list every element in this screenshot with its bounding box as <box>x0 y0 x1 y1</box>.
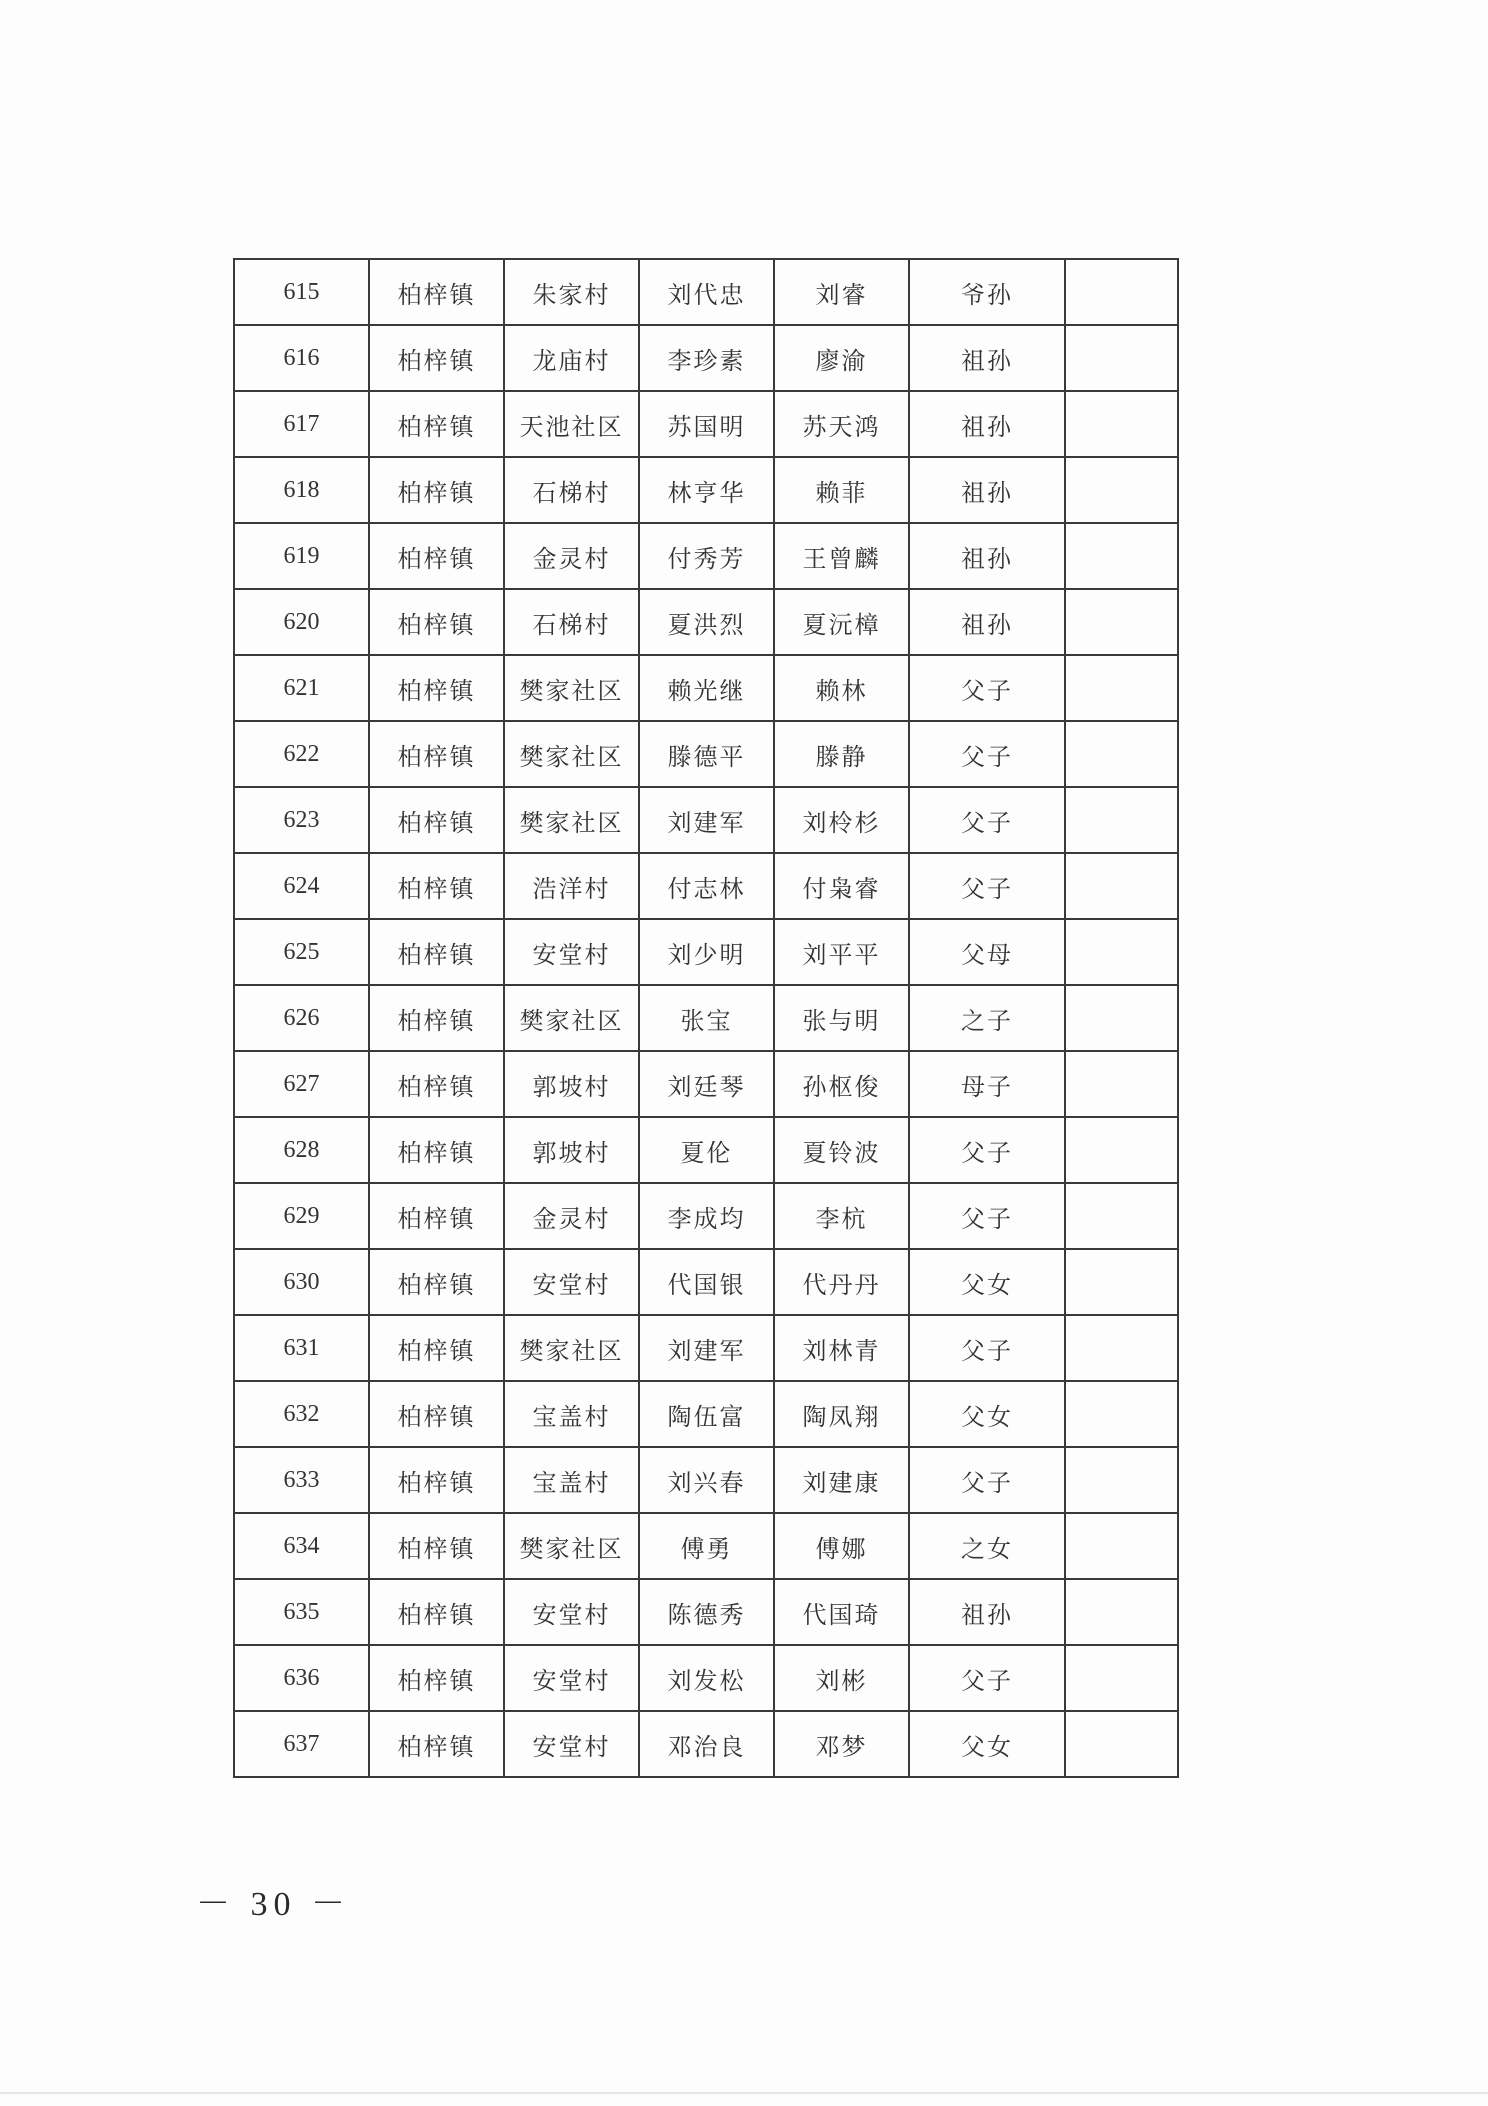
table-row <box>234 1381 1178 1447</box>
cell-extra <box>1065 1249 1178 1315</box>
cell-index: 628 <box>234 1117 369 1183</box>
cell-relative: 李杭 <box>774 1183 909 1249</box>
table-row <box>234 1117 1178 1183</box>
cell-extra <box>1065 391 1178 457</box>
cell-town: 柏梓镇 <box>369 1381 504 1447</box>
cell-town: 柏梓镇 <box>369 655 504 721</box>
cell-person: 林亨华 <box>639 457 774 523</box>
cell-town: 柏梓镇 <box>369 523 504 589</box>
cell-town: 柏梓镇 <box>369 1117 504 1183</box>
cell-person: 刘少明 <box>639 919 774 985</box>
cell-person: 夏洪烈 <box>639 589 774 655</box>
cell-extra <box>1065 721 1178 787</box>
cell-relation: 爷孙 <box>909 259 1065 325</box>
cell-index: 618 <box>234 457 369 523</box>
cell-person: 代国银 <box>639 1249 774 1315</box>
page-number: － 30 － <box>196 1886 351 1923</box>
cell-person: 付志林 <box>639 853 774 919</box>
cell-relative: 刘柃杉 <box>774 787 909 853</box>
cell-person: 李珍素 <box>639 325 774 391</box>
cell-relation: 祖孙 <box>909 325 1065 391</box>
cell-extra <box>1065 1315 1178 1381</box>
cell-relative: 孙枢俊 <box>774 1051 909 1117</box>
cell-town: 柏梓镇 <box>369 1051 504 1117</box>
cell-index: 633 <box>234 1447 369 1513</box>
table-row <box>234 391 1178 457</box>
cell-relation: 父子 <box>909 853 1065 919</box>
cell-index: 626 <box>234 985 369 1051</box>
cell-relation: 父子 <box>909 721 1065 787</box>
cell-relation: 父母 <box>909 919 1065 985</box>
cell-index: 620 <box>234 589 369 655</box>
cell-relative: 赖林 <box>774 655 909 721</box>
cell-extra <box>1065 1579 1178 1645</box>
cell-person: 刘兴春 <box>639 1447 774 1513</box>
cell-person: 滕德平 <box>639 721 774 787</box>
cell-town: 柏梓镇 <box>369 919 504 985</box>
cell-index: 630 <box>234 1249 369 1315</box>
cell-extra <box>1065 325 1178 391</box>
cell-person: 付秀芳 <box>639 523 774 589</box>
table-row <box>234 1711 1178 1777</box>
cell-index: 617 <box>234 391 369 457</box>
cell-relation: 祖孙 <box>909 391 1065 457</box>
cell-village: 安堂村 <box>504 1249 639 1315</box>
cell-relation: 之女 <box>909 1513 1065 1579</box>
records-table-container <box>233 258 1177 1778</box>
cell-extra <box>1065 1051 1178 1117</box>
records-table-body <box>234 259 1178 1777</box>
cell-extra <box>1065 1513 1178 1579</box>
cell-village: 樊家社区 <box>504 655 639 721</box>
cell-village: 樊家社区 <box>504 721 639 787</box>
cell-person: 刘建军 <box>639 787 774 853</box>
cell-relation: 父子 <box>909 1315 1065 1381</box>
cell-relation: 父子 <box>909 655 1065 721</box>
cell-village: 樊家社区 <box>504 985 639 1051</box>
cell-index: 636 <box>234 1645 369 1711</box>
cell-village: 安堂村 <box>504 1579 639 1645</box>
cell-extra <box>1065 655 1178 721</box>
cell-index: 615 <box>234 259 369 325</box>
cell-town: 柏梓镇 <box>369 1711 504 1777</box>
cell-index: 632 <box>234 1381 369 1447</box>
table-row <box>234 457 1178 523</box>
cell-index: 625 <box>234 919 369 985</box>
cell-town: 柏梓镇 <box>369 1315 504 1381</box>
cell-person: 陶伍富 <box>639 1381 774 1447</box>
cell-person: 邓治良 <box>639 1711 774 1777</box>
cell-village: 龙庙村 <box>504 325 639 391</box>
cell-extra <box>1065 853 1178 919</box>
cell-index: 619 <box>234 523 369 589</box>
cell-village: 天池社区 <box>504 391 639 457</box>
cell-relative: 代国琦 <box>774 1579 909 1645</box>
cell-index: 624 <box>234 853 369 919</box>
cell-village: 宝盖村 <box>504 1381 639 1447</box>
cell-person: 刘建军 <box>639 1315 774 1381</box>
bottom-edge-rule <box>0 2092 1488 2094</box>
cell-extra <box>1065 1711 1178 1777</box>
records-table <box>233 258 1179 1778</box>
table-row <box>234 1315 1178 1381</box>
cell-relative: 刘林青 <box>774 1315 909 1381</box>
cell-person: 刘廷琴 <box>639 1051 774 1117</box>
cell-index: 627 <box>234 1051 369 1117</box>
cell-relative: 夏铃波 <box>774 1117 909 1183</box>
table-row <box>234 985 1178 1051</box>
cell-town: 柏梓镇 <box>369 1645 504 1711</box>
cell-town: 柏梓镇 <box>369 985 504 1051</box>
cell-extra <box>1065 985 1178 1051</box>
cell-village: 石梯村 <box>504 457 639 523</box>
table-row <box>234 325 1178 391</box>
cell-town: 柏梓镇 <box>369 1579 504 1645</box>
cell-relative: 陶凤翔 <box>774 1381 909 1447</box>
cell-extra <box>1065 1381 1178 1447</box>
cell-relative: 邓梦 <box>774 1711 909 1777</box>
table-row <box>234 523 1178 589</box>
cell-town: 柏梓镇 <box>369 391 504 457</box>
cell-town: 柏梓镇 <box>369 853 504 919</box>
cell-index: 634 <box>234 1513 369 1579</box>
cell-village: 石梯村 <box>504 589 639 655</box>
cell-town: 柏梓镇 <box>369 1513 504 1579</box>
cell-relative: 傅娜 <box>774 1513 909 1579</box>
cell-person: 李成均 <box>639 1183 774 1249</box>
cell-relation: 母子 <box>909 1051 1065 1117</box>
cell-index: 623 <box>234 787 369 853</box>
table-row <box>234 1645 1178 1711</box>
cell-person: 夏伦 <box>639 1117 774 1183</box>
cell-index: 629 <box>234 1183 369 1249</box>
cell-relation: 父女 <box>909 1711 1065 1777</box>
table-row <box>234 919 1178 985</box>
cell-relative: 付枭睿 <box>774 853 909 919</box>
cell-index: 622 <box>234 721 369 787</box>
cell-extra <box>1065 919 1178 985</box>
cell-extra <box>1065 1183 1178 1249</box>
cell-relation: 之子 <box>909 985 1065 1051</box>
cell-person: 刘代忠 <box>639 259 774 325</box>
cell-village: 金灵村 <box>504 1183 639 1249</box>
cell-person: 傅勇 <box>639 1513 774 1579</box>
cell-village: 宝盖村 <box>504 1447 639 1513</box>
table-row <box>234 787 1178 853</box>
table-row <box>234 721 1178 787</box>
cell-index: 631 <box>234 1315 369 1381</box>
table-row <box>234 589 1178 655</box>
cell-relation: 父子 <box>909 1645 1065 1711</box>
cell-index: 635 <box>234 1579 369 1645</box>
table-row <box>234 1249 1178 1315</box>
cell-relative: 刘建康 <box>774 1447 909 1513</box>
table-row <box>234 1051 1178 1117</box>
cell-relation: 父女 <box>909 1249 1065 1315</box>
cell-town: 柏梓镇 <box>369 457 504 523</box>
cell-extra <box>1065 1447 1178 1513</box>
cell-relation: 父子 <box>909 1447 1065 1513</box>
cell-person: 赖光继 <box>639 655 774 721</box>
cell-relative: 刘平平 <box>774 919 909 985</box>
cell-town: 柏梓镇 <box>369 1183 504 1249</box>
table-row <box>234 655 1178 721</box>
cell-relative: 刘彬 <box>774 1645 909 1711</box>
cell-extra <box>1065 1645 1178 1711</box>
cell-village: 郭坡村 <box>504 1051 639 1117</box>
cell-relative: 王曾麟 <box>774 523 909 589</box>
cell-person: 陈德秀 <box>639 1579 774 1645</box>
cell-relative: 刘睿 <box>774 259 909 325</box>
cell-village: 朱家村 <box>504 259 639 325</box>
cell-relation: 父女 <box>909 1381 1065 1447</box>
cell-person: 张宝 <box>639 985 774 1051</box>
cell-village: 郭坡村 <box>504 1117 639 1183</box>
table-row <box>234 259 1178 325</box>
cell-extra <box>1065 259 1178 325</box>
cell-town: 柏梓镇 <box>369 259 504 325</box>
table-row <box>234 853 1178 919</box>
cell-village: 金灵村 <box>504 523 639 589</box>
cell-index: 616 <box>234 325 369 391</box>
cell-extra <box>1065 589 1178 655</box>
cell-relation: 父子 <box>909 1117 1065 1183</box>
cell-person: 苏国明 <box>639 391 774 457</box>
cell-village: 樊家社区 <box>504 1315 639 1381</box>
cell-relative: 夏沅樟 <box>774 589 909 655</box>
cell-index: 621 <box>234 655 369 721</box>
cell-extra <box>1065 523 1178 589</box>
cell-relative: 张与明 <box>774 985 909 1051</box>
table-row <box>234 1447 1178 1513</box>
table-row <box>234 1183 1178 1249</box>
cell-relation: 祖孙 <box>909 457 1065 523</box>
cell-relation: 父子 <box>909 787 1065 853</box>
cell-village: 樊家社区 <box>504 787 639 853</box>
cell-relation: 父子 <box>909 1183 1065 1249</box>
cell-town: 柏梓镇 <box>369 1447 504 1513</box>
table-row <box>234 1513 1178 1579</box>
cell-extra <box>1065 457 1178 523</box>
cell-relative: 赖菲 <box>774 457 909 523</box>
cell-index: 637 <box>234 1711 369 1777</box>
table-row <box>234 1579 1178 1645</box>
cell-person: 刘发松 <box>639 1645 774 1711</box>
cell-extra <box>1065 787 1178 853</box>
cell-village: 安堂村 <box>504 919 639 985</box>
cell-relative: 廖渝 <box>774 325 909 391</box>
cell-extra <box>1065 1117 1178 1183</box>
cell-town: 柏梓镇 <box>369 721 504 787</box>
cell-town: 柏梓镇 <box>369 787 504 853</box>
cell-village: 安堂村 <box>504 1711 639 1777</box>
cell-relative: 代丹丹 <box>774 1249 909 1315</box>
cell-village: 樊家社区 <box>504 1513 639 1579</box>
cell-village: 安堂村 <box>504 1645 639 1711</box>
cell-relative: 滕静 <box>774 721 909 787</box>
cell-town: 柏梓镇 <box>369 1249 504 1315</box>
cell-town: 柏梓镇 <box>369 589 504 655</box>
cell-relative: 苏天鸿 <box>774 391 909 457</box>
cell-town: 柏梓镇 <box>369 325 504 391</box>
cell-village: 浩洋村 <box>504 853 639 919</box>
cell-relation: 祖孙 <box>909 1579 1065 1645</box>
cell-relation: 祖孙 <box>909 589 1065 655</box>
cell-relation: 祖孙 <box>909 523 1065 589</box>
